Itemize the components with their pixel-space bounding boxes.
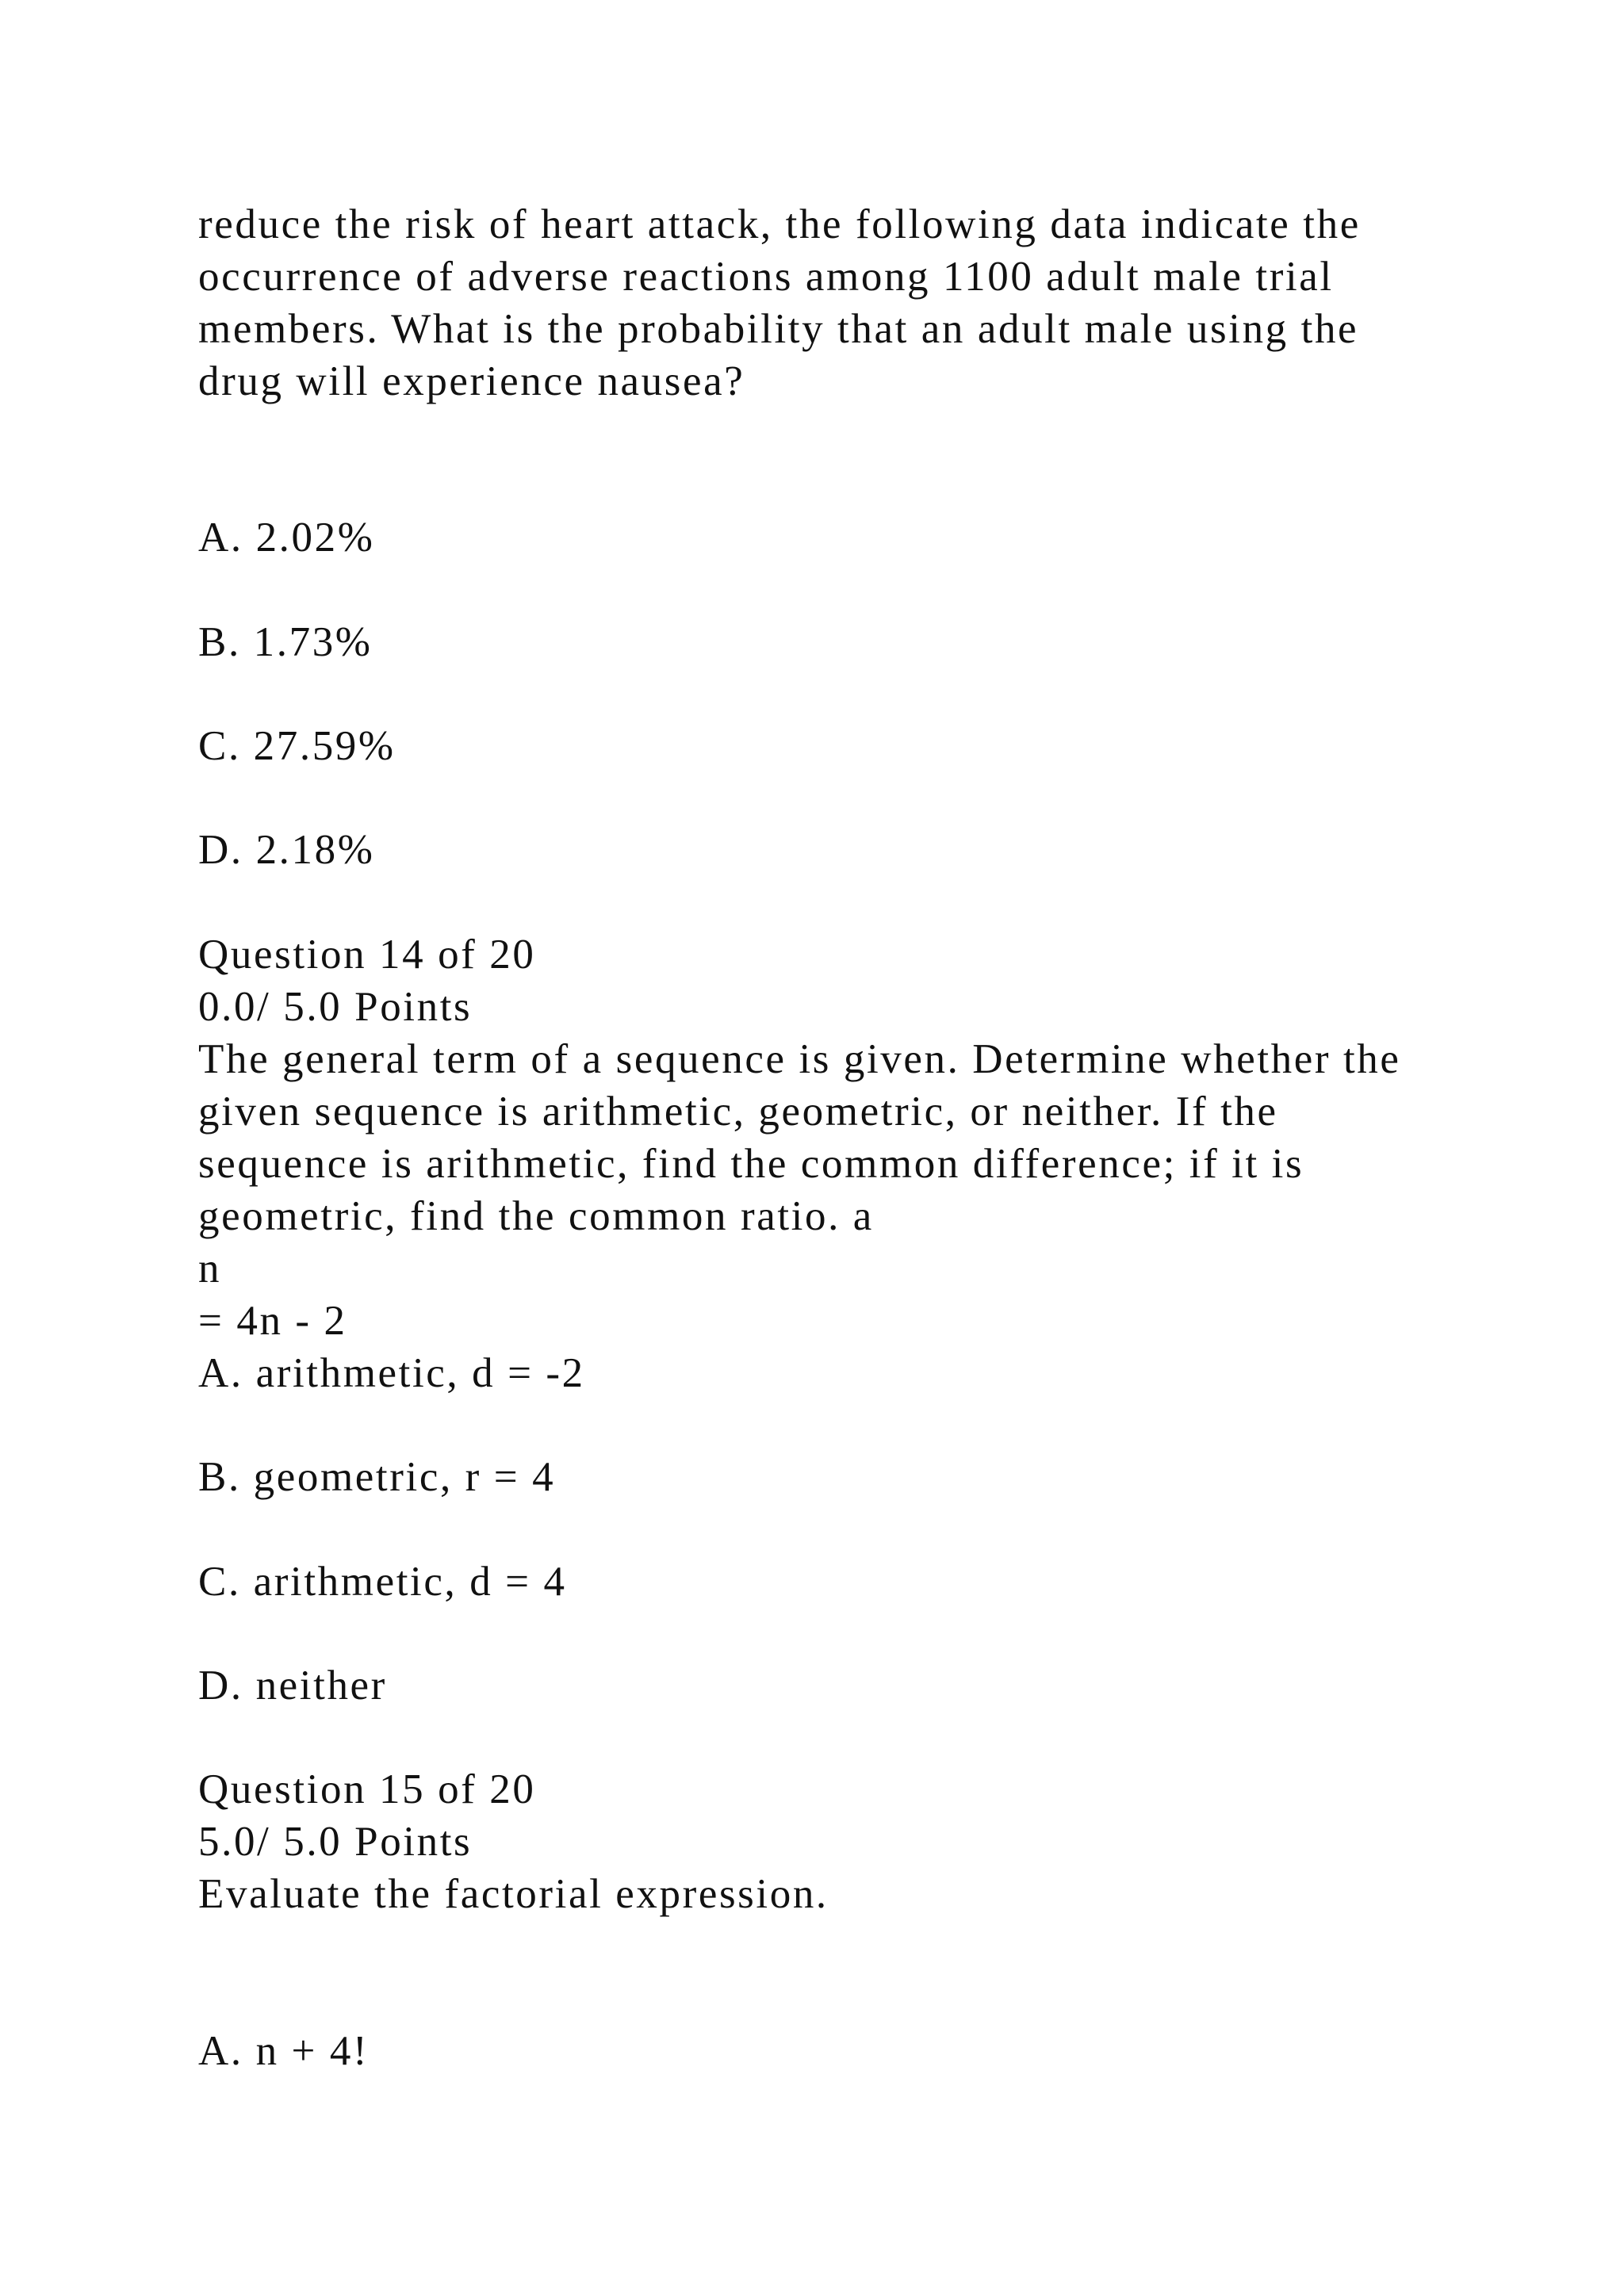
question-13-stem-line-4: drug will experience nausea? — [198, 358, 745, 404]
question-13-option-d: D. 2.18% — [198, 827, 375, 873]
question-13-stem-line-1: reduce the risk of heart attack, the following data indicate the — [198, 201, 1361, 247]
question-14-option-a: A. arithmetic, d = -2 — [198, 1350, 585, 1396]
question-15-header: Question 15 of 20 — [198, 1766, 536, 1812]
question-14-option-b: B. geometric, r = 4 — [198, 1454, 556, 1500]
question-13-option-a: A. 2.02% — [198, 515, 375, 561]
question-14-stem-line-1: The general term of a sequence is given. Determine whether the — [198, 1036, 1401, 1082]
question-13-stem-line-3: members. What is the probability that an adult male using the — [198, 306, 1359, 352]
question-14-header: Question 14 of 20 — [198, 932, 536, 978]
question-13-option-c: C. 27.59% — [198, 723, 396, 769]
question-14-points: 0.0/ 5.0 Points — [198, 984, 473, 1030]
question-14-option-d: D. neither — [198, 1663, 387, 1709]
question-15-stem-line-1: Evaluate the factorial expression. — [198, 1871, 829, 1917]
question-14-stem-formula: = 4n - 2 — [198, 1298, 347, 1344]
question-14-stem-line-4: geometric, find the common ratio. a — [198, 1193, 874, 1239]
question-15-option-a: A. n + 4! — [198, 2028, 370, 2074]
question-13-stem-line-2: occurrence of adverse reactions among 1100 adult male trial — [198, 254, 1334, 300]
question-14-stem-subscript: n — [198, 1246, 222, 1292]
question-14-stem-line-3: sequence is arithmetic, find the common difference; if it is — [198, 1141, 1304, 1187]
question-13-option-b: B. 1.73% — [198, 619, 373, 665]
question-15-points: 5.0/ 5.0 Points — [198, 1819, 473, 1865]
question-14-option-c: C. arithmetic, d = 4 — [198, 1559, 567, 1605]
question-14-stem-line-2: given sequence is arithmetic, geometric, or neither. If the — [198, 1089, 1278, 1135]
